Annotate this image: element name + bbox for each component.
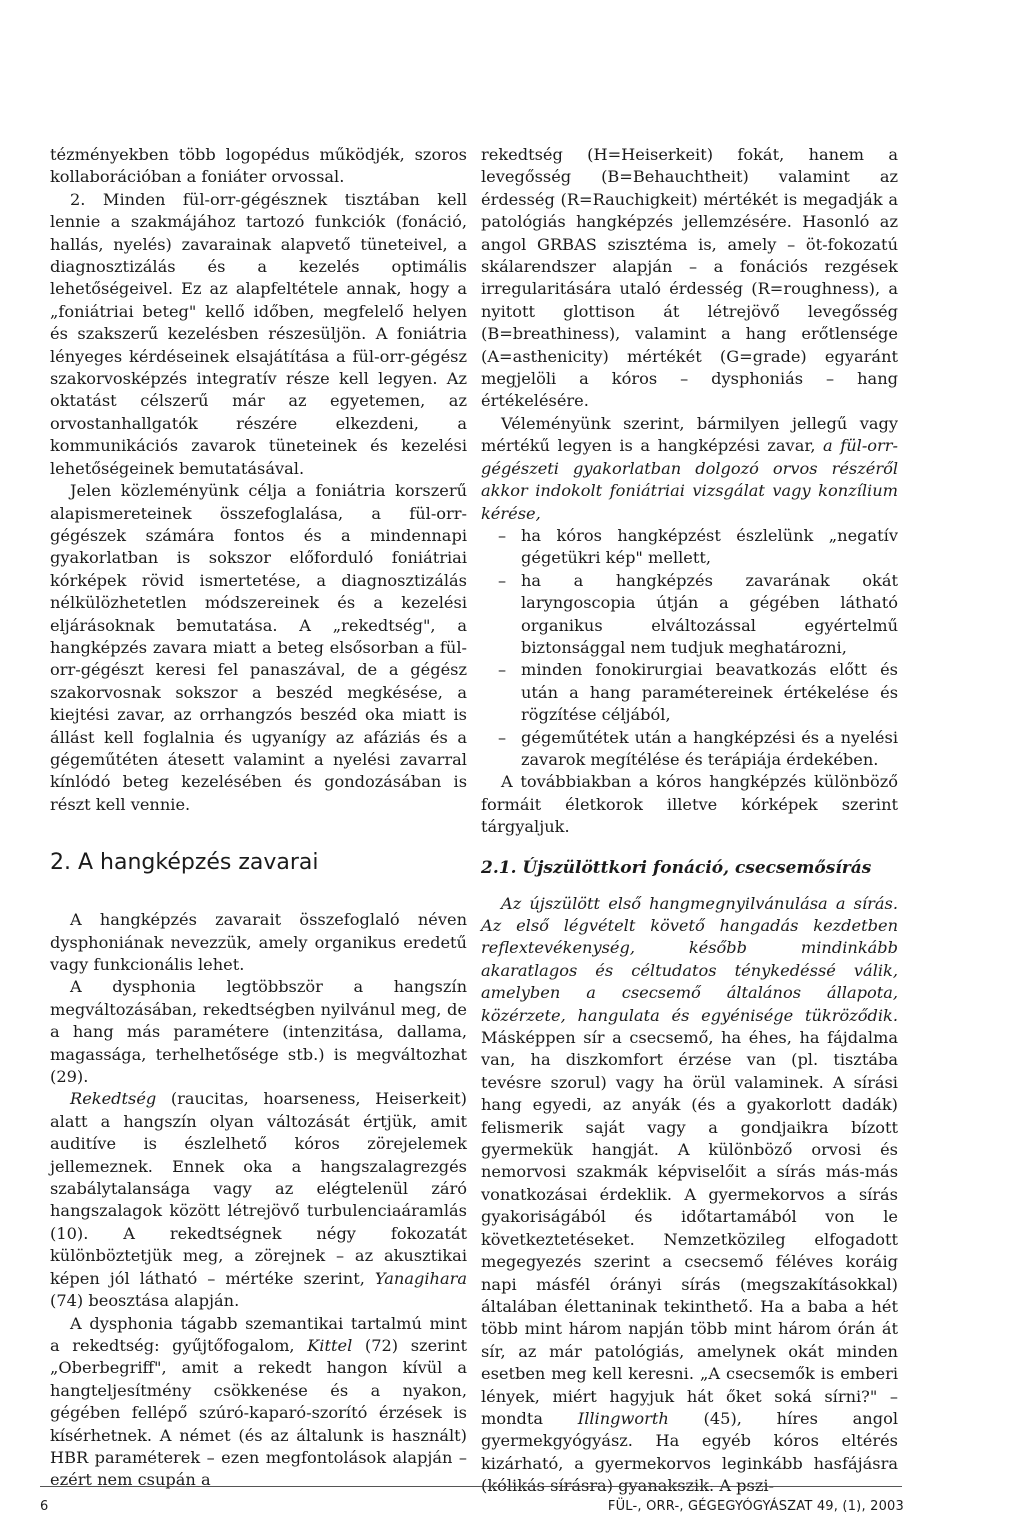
subsection-heading — [481, 857, 898, 879]
paragraph-text: (72) szerint „Oberbegriff", amit a rekedt hangon kívül a hangteljesítmény csökkenése és a nyakon, gégében fellépő szúró-kaparó-szorító érzések is kísérhetnek. A német (és az általunk is használt) HBR paraméterek – ezen megfontolások alapján – ezért nem csupán a — [50, 1335, 467, 1490]
list-item: – ha a hangképzés zavarának okát laryngoscopia útján a gégében látható organikus elváltozással egyértelmű biztonsággal nem tudjuk meghatározni, — [481, 570, 898, 660]
list-item: – gégeműtétek után a hangképzési és a nyelési zavarok megítélése és terápiája érdekében. — [481, 727, 898, 772]
left-column — [50, 144, 467, 1492]
paragraph-text: A dysphonia tágabb szemantikai tartalmú mint a rekedtség: gyűjtőfogalom, — [50, 1313, 467, 1355]
paragraph-text: Véleményünk szerint, bármilyen jellegű vagy mértékű legyen is a hangképzési zavar, — [481, 413, 898, 456]
paragraph: A dysphonia legtöbbször a hangszín megváltozásában, rekedtségben nyilvánul meg, de a hang más paramétere (intenzitása, dallama, magassága, terhelhetősége stb.) is megváltozhat (29). — [50, 977, 467, 1087]
paragraph-text: Másképpen sír a csecsemő, ha éhes, ha fájdalma van, ha diszkomfort érzése van (pl. tisztába tevésre szorul) vagy ha örül valaminek. A sírási hang egyedi, az anyák (és a gyakorlott dadák) felismerik saját vagy a gondjaikra bízott gyermekük hangját. A különböző orvosi és nemorvosi szakmák képviselőit a sírás más-más vonatkozásai érdeklik. A gyermekorvos a sírás gyakoriságából és időtartamából von le következtetéseket. Nemzetközileg elfogadott megegyezés szerint a csecsemő féléves koráig napi másfél órányi sírás (megszakításokkal) általában élettaninak tekinthető. Ha a baba a hét több mint három napján több mint három órán át sír, az már patológiás, amelynek okát minden esetben meg kell keresni. „A csecsemők is emberi lények, miért hagyjuk hát őket soká sírni?" – mondta — [481, 1028, 898, 1428]
list-item: – minden fonokirurgiai beavatkozás előtt és után a hang paramétereinek értékelése és rögzítése céljából, — [481, 659, 898, 726]
emphasis-italic: Az újszülött első hangmegnyilvánulása a sírás. Az első légvételt követő hangadás kezdetben reflextevékenység, később mindinkább akaratlagos és céltudatos ténykedéssé válik, amelyben a csecsemő általános állapota, közérzete, hangulata és egyénisége tükröződik. — [481, 893, 898, 1025]
page-number: 6 — [40, 1499, 49, 1514]
author-citation: Yanagihara — [374, 1268, 467, 1288]
paragraph-text: (raucitas, hoarseness, Heiserkeit) alatt a hangszín olyan változását értjük, amit auditíve is észlelhető kóros zörejelemek jellemeznek. Ennek oka a hangszalagrezgés szabálytalansága vagy az elégtelenül záró hangszalagok között létrejövő turbulenciaáramlás (10). A rekedtségnek négy fokozatát különböztetjük meg, a zörejnek – az akusztikai képen jól látható – mértéke szerint, — [50, 1089, 467, 1288]
footer-rule — [40, 1486, 902, 1487]
paragraph: A továbbiakban a kóros hangképzés különböző formáit életkorok illetve kórképek szerint tárgyaljuk. — [481, 772, 898, 837]
section-heading: 2. A hangképzés zavarai — [50, 850, 319, 876]
paragraph: rekedtség (H=Heiserkeit) fokát, hanem a levegősség (B=Behauchtheit) valamint az érdesség (R=Rauchigkeit) mértékét is megadják a patológiás hangképzés jellemzésére. Hasonló az angol GRBAS szisztéma is, amely – öt-fokozatú skálarendszer alapján – a fonációs rezgések irregularitására utaló érdesség (R=roughness), a nyitott glottison át létrejövő levegősség (B=breathiness), valamint a hang erőtlensége (A=asthenicity) mértékét (G=grade) egyaránt megjelöli a kóros – dysphoniás – hang értékelésére. — [481, 145, 898, 411]
indication-list — [481, 525, 898, 771]
subsection-title: Újszülöttkori fonáció, csecsemősírás — [522, 857, 872, 878]
paragraph — [50, 1088, 467, 1312]
paragraph — [50, 1313, 467, 1492]
paragraph — [481, 413, 898, 525]
list-item: – ha kóros hangképzést észlelünk „negatív gégetükri kép" mellett, — [481, 525, 898, 570]
term-italic: Rekedtség — [70, 1089, 157, 1109]
paragraph: A hangképzés zavarait összefoglaló néven dysphoniának nevezzük, amely organikus eredetű vagy funkcionális lehet. — [50, 910, 467, 974]
subsection-number: 2.1. — [481, 857, 517, 878]
paragraph: Jelen közleményünk célja a foniátria korszerű alapismereteinek összefoglalása, a fül-orr-gégészek számára fontos és a mindennapi gyakorlatban is sokszor előforduló foniátriai kórképek rövid ismertetése, a diagnosztizálás nélkülözhetetlen módszereinek és a kezelési eljárásoknak bemutatása. A „rekedtség", a hangképzés zavara miatt a beteg elsősorban a fül-orr-gégészt keresi fel panaszával, de a gégész szakorvosnak sokszor a beszéd megkésése, a kiejtési zavar, az orrhangzós beszéd oka miatt is állást kell foglalnia és ugyanígy az afáziás és a gégeműtéten átesett valamint a nyelési zavarral kínlódó beteg kezelésében és gondozásában is részt kell vennie. — [50, 481, 467, 814]
author-citation: Illingworth — [577, 1408, 669, 1428]
paragraph — [481, 893, 898, 1498]
right-column — [481, 144, 898, 1498]
author-citation: Kittel — [307, 1335, 353, 1355]
paragraph: 2. Minden fül-orr-gégésznek tisztában kell lennie a szakmájához tartozó funkciók (fonáció, hallás, nyelés) zavarainak alapvető tüneteivel, a diagnosztizálás és a kezelés optimális lehetőségeivel. Ez az alapfeltétele annak, hogy a „foniátriai beteg" kellő időben, megfelelő helyen és szakszerű kezelésben részesüljön. A foniátria lényeges kérdéseinek elsajátítása a fül-orr-gégész szakorvosképzés integratív része kell legyen. Az oktatást célszerű már az egyetemen, az orvostanhallgatók részére elkezdeni, a kommunikációs zavarok tüneteinek és kezelési lehetőségeinek bemutatásával. — [50, 189, 467, 478]
paragraph: tézményekben több logopédus működjék, szoros kollaborációban a foniáter orvossal. — [50, 145, 467, 187]
paragraph-text: (45), híres angol gyermekgyógyász. Ha egyéb kóros eltérés kizárható, a gyermekorvos leginkább hasfájásra (kólikás sírásra) gyanakszik. A pszi- — [481, 1408, 898, 1496]
emphasis-italic: a fül-orr-gégészeti gyakorlatban dolgozó orvos részéről akkor indokolt foniátriai vizsgálat vagy konzílium kérése, — [481, 436, 898, 523]
journal-reference: FÜL-, ORR-, GÉGEGYÓGYÁSZAT 49, (1), 2003 — [607, 1499, 904, 1514]
paragraph-text: (74) beosztása alapján. — [50, 1291, 240, 1311]
